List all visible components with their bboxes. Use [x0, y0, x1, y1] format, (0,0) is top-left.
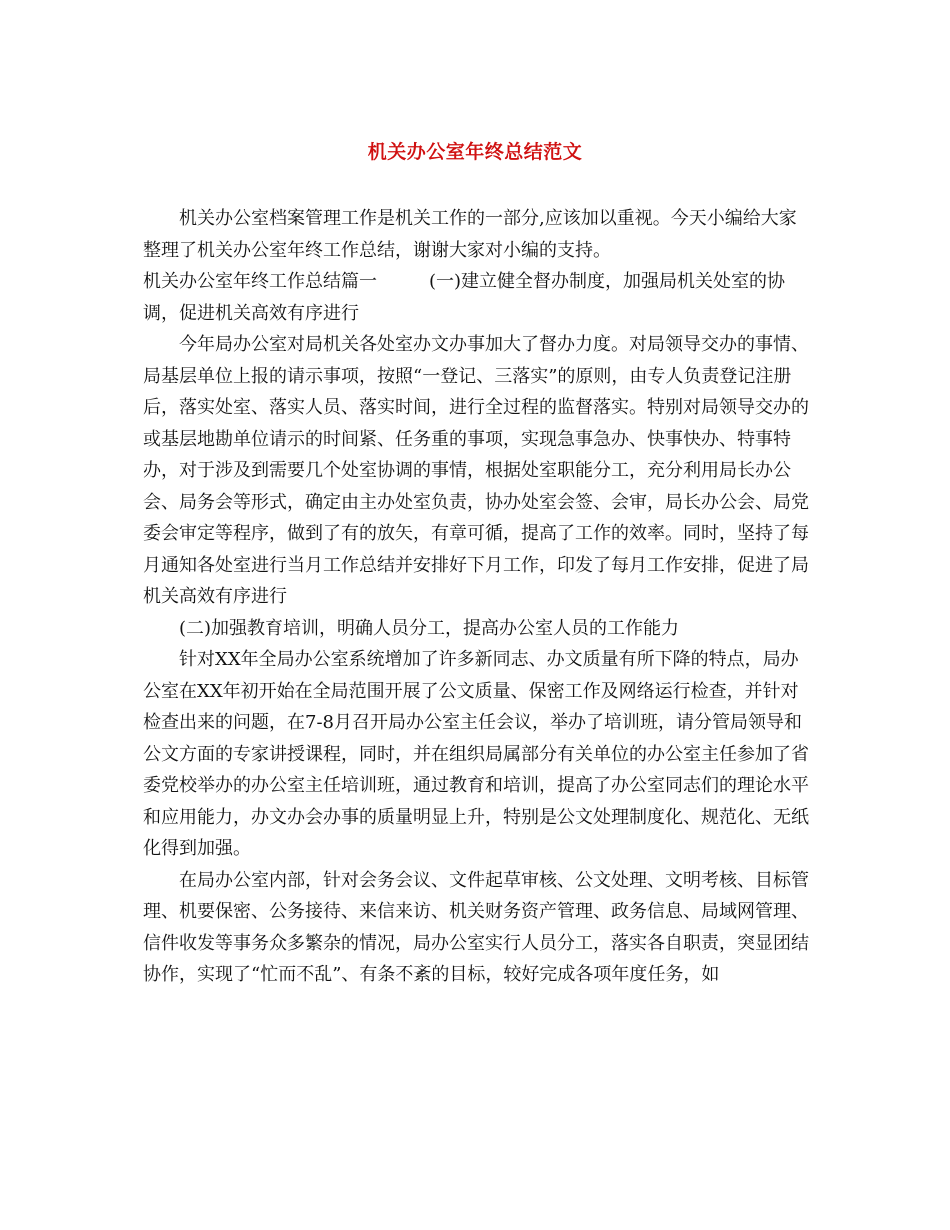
paragraph-3: 在局办公室内部，针对会务会议、文件起草审核、公文处理、文明考核、目标管理、机要保密、公务接待、来信来访、机关财务资产管理、政务信息、局域网管理、信件收发等事务众多繁杂的情况，局办公室实行人员分工，落实各自职责，突显团结协作，实现了“忙而不乱”、有条不紊的目标，较好完成各项年度任务，如: [143, 869, 809, 985]
item2-title: (二)加强教育培训，明确人员分工，提高办公室人员的工作能力: [179, 617, 680, 639]
section-heading: 机关办公室年终工作总结篇一: [143, 271, 377, 292]
paragraph-1: 今年局办公室对局机关各处室办文办事加大了督办力度。对局领导交办的事情、局基层单位上报的请示事项，按照“一登记、三落实”的原则，由专人负责登记注册后，落实处室、落实人员、落实时间，进行全过程的监督落实。特别对局领导交办的或基层地勘单位请示的时间紧、任务重的事项，实现急事急办、快事快办、特事特办，对于涉及到需要几个处室协调的事情，根据处室职能分工，充分利用局长办公会、局务会等形式，确定由主办处室负责，协办处室会签、会审，局长办公会、局党委会审定等程序，做到了有的放矢，有章可循，提高了工作的效率。同时，坚持了每月通知各处室进行当月工作总结并安排好下月工作，印发了每月工作安排，促进了局机关高效有序进行: [143, 334, 809, 607]
paragraph-2: 针对XX年全局办公室系统增加了许多新同志、办文质量有所下降的特点，局办公室在XX年初开始在全局范围开展了公文质量、保密工作及网络运行检查，并针对检查出来的问题，在7-8月召开局办公室主任会议，举办了培训班，请分管局领导和公文方面的专家讲授课程，同时，并在组织局属部分有关单位的办公室主任参加了省委党校举办的办公室主任培训班，通过教育和培训，提高了办公室同志们的理论水平和应用能力，办文办会办事的质量明显上升，特别是公文处理制度化、规范化、无纸化得到加强。: [143, 649, 809, 859]
document-body: [143, 203, 815, 991]
document-title: 机关办公室年终总结范文: [367, 141, 583, 163]
section-line: [143, 266, 815, 329]
intro-paragraph: 机关办公室档案管理工作是机关工作的一部分,应该加以重视。今天小编给大家整理了机关办公室年终工作总结，谢谢大家对小编的支持。: [143, 208, 797, 261]
item1-title: (一)建立健全督办制度，加强局机关处室的协调，促进机关高效有序进行: [143, 271, 786, 324]
